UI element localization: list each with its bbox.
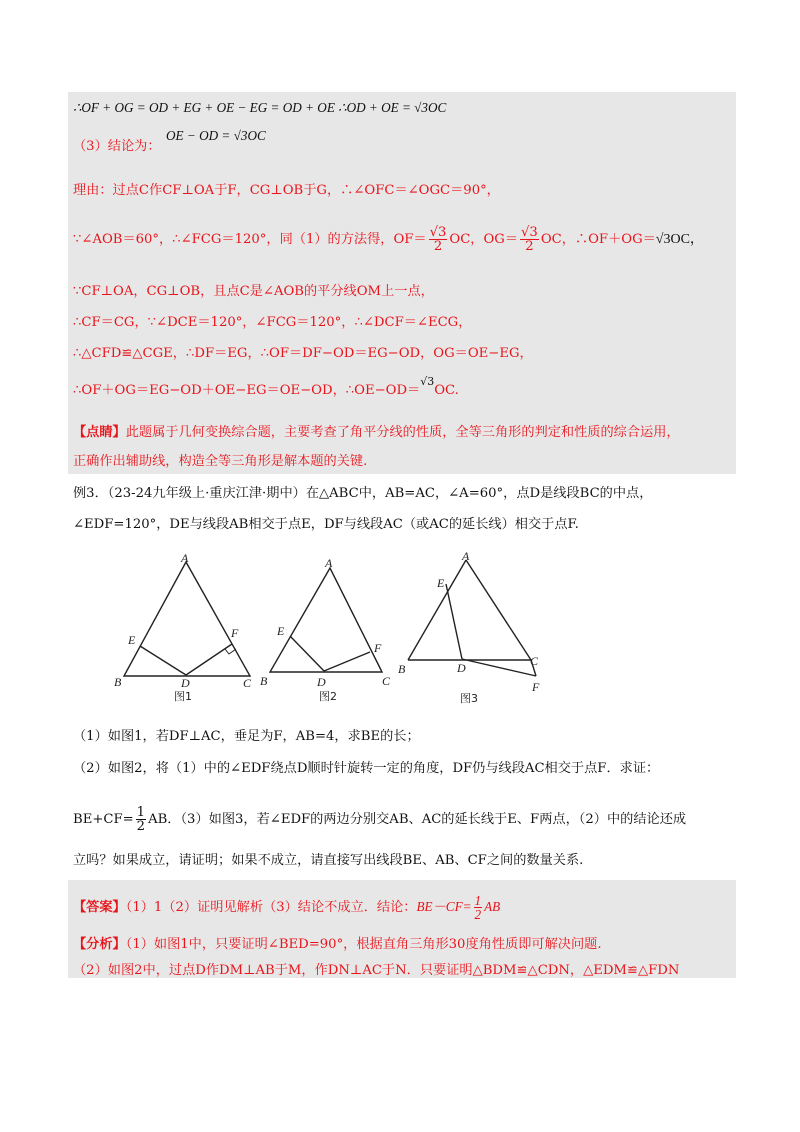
fraction-sqrt3-over-2: $\frac{√3}{2}$ — [429, 225, 447, 254]
fig2-label-F: F — [374, 641, 382, 655]
fig3-label-B: B — [398, 662, 406, 676]
figure-2 — [270, 568, 382, 672]
deduction-line-2: ∴△CFD≌△CGE，∴DF＝EG，∴OF＝DF−OD＝EG−OD，OG＝OE−EG， — [73, 346, 533, 361]
comment-line-1: 【点睛】此题属于几何变换综合题，主要考查了角平分线的性质，全等三角形的判定和性质的综合运用， — [73, 425, 680, 440]
triangle-figures — [110, 548, 546, 714]
deduction-line-1: ∴CF＝CG，∵∠DCE＝120°，∠FCG＝120°，∴∠DCF＝∠ECG， — [73, 315, 472, 330]
fig3-label-C: C — [530, 654, 539, 668]
method-text-c: OC，∴OF＋OG＝ — [540, 232, 656, 247]
method-text-b: OC，OG＝ — [449, 232, 519, 247]
reason-line: 理由：过点C作CF⊥OA于F，CG⊥OB于G，∴∠OFC＝∠OGC＝90°， — [73, 183, 500, 198]
fig2-label-D: D — [317, 675, 326, 689]
method-line — [73, 226, 704, 253]
analysis-line-1: 【分析】（1）如图1中，只要证明∠BED=90°，根据直角三角形30度角性质即可解决问题. — [73, 937, 602, 952]
comment-tag: 【点睛】 — [73, 425, 126, 440]
fig2-label-B: B — [260, 674, 268, 688]
example-line-1: 例3．（23-24九年级上·重庆江津·期中）在△ABC中，AB=AC，∠A=60°，点D是线段BC的中点， — [73, 486, 653, 501]
answer-tag: 【答案】 — [73, 900, 126, 915]
answer-line: 【答案】（1）1（2）证明见解析（3）结论不成立．结论：BE－CF= $\frac{1}{2}$ AB — [73, 893, 501, 922]
fig1-label-B: B — [114, 675, 122, 689]
fig1-label-F: F — [231, 626, 239, 640]
fraction-one-half: $\frac{1}{2}$ — [136, 805, 146, 834]
conclusion-line — [73, 138, 161, 156]
sqrt3-superscript: √3 — [420, 375, 435, 388]
figure-1 — [124, 562, 250, 676]
fig3-label-A: A — [462, 549, 470, 563]
question-4: 立吗？如果成立，请证明；如果不成立，请直接写出线段BE、AB、CF之间的数量关系. — [73, 853, 584, 868]
example-line-2: ∠EDF=120°，DE与线段AB相交于点E，DF与线段AC（或AC的延长线）相交于点F. — [73, 517, 579, 532]
conclusion-prefix: （3）结论为： — [73, 139, 161, 154]
conclusion-formula: OE − OD = √3OC — [166, 128, 266, 143]
fig2-label-E: E — [277, 624, 285, 638]
fig2-caption: 图2 — [319, 690, 337, 703]
fig2-label-A: A — [325, 556, 333, 570]
figures-panel — [110, 548, 546, 714]
fig1-label-A: A — [181, 551, 189, 565]
fig1-label-C: C — [243, 676, 252, 690]
method-text-d: √3OC， — [655, 232, 704, 247]
fig1-caption: 图1 — [174, 690, 192, 703]
fraction-sqrt3-over-2-b: $\frac{√3}{2}$ — [521, 225, 538, 254]
solution-line-1: ∴OF + OG = OD + EG + OE − EG = OD + OE ∴OD + OE = √3OC — [73, 100, 447, 115]
question-3: BE+CF= $\frac{1}{2}$ AB．（3）如图3，若∠EDF的两边分别交AB、AC的延长线于E、F两点，（2）中的结论还成 — [73, 805, 687, 834]
comment-line-2: 正确作出辅助线，构造全等三角形是解本题的关键. — [73, 454, 368, 469]
fig3-label-E: E — [437, 576, 445, 590]
question-2: （2）如图2，将（1）中的∠EDF绕点D顺时针旋转一定的角度，DF仍与线段AC相交于点F．求证： — [73, 761, 660, 776]
answer-fraction-one-half: $\frac{1}{2}$ — [474, 893, 482, 922]
method-text-a: ∵∠AOB＝60°，∴∠FCG＝120°，同（1）的方法得，OF＝ — [73, 232, 427, 247]
fig3-label-D: D — [457, 661, 466, 675]
analysis-tag: 【分析】 — [73, 937, 126, 952]
question-1: （1）如图1，若DF⊥AC，垂足为F，AB=4，求BE的长； — [73, 729, 420, 744]
fig1-label-E: E — [128, 633, 136, 647]
fig3-caption: 图3 — [460, 692, 478, 705]
fig2-label-C: C — [382, 674, 391, 688]
given-line: ∵CF⊥OA，CG⊥OB，且点C是∠AOB的平分线OM上一点， — [73, 284, 434, 299]
deduction-line-3: ∴OF＋OG＝EG−OD＋OE−EG＝OE−OD，∴OE−OD＝$^{√3}$OC. — [73, 375, 459, 398]
analysis-line-2: （2）如图2中，过点D作DM⊥AB于M，作DN⊥AC于N．只要证明△BDM≌△CDN，△EDM≌△FDN — [73, 963, 680, 978]
figure-3 — [408, 560, 536, 676]
fig1-label-D: D — [181, 676, 190, 690]
fig3-label-F: F — [532, 680, 540, 694]
